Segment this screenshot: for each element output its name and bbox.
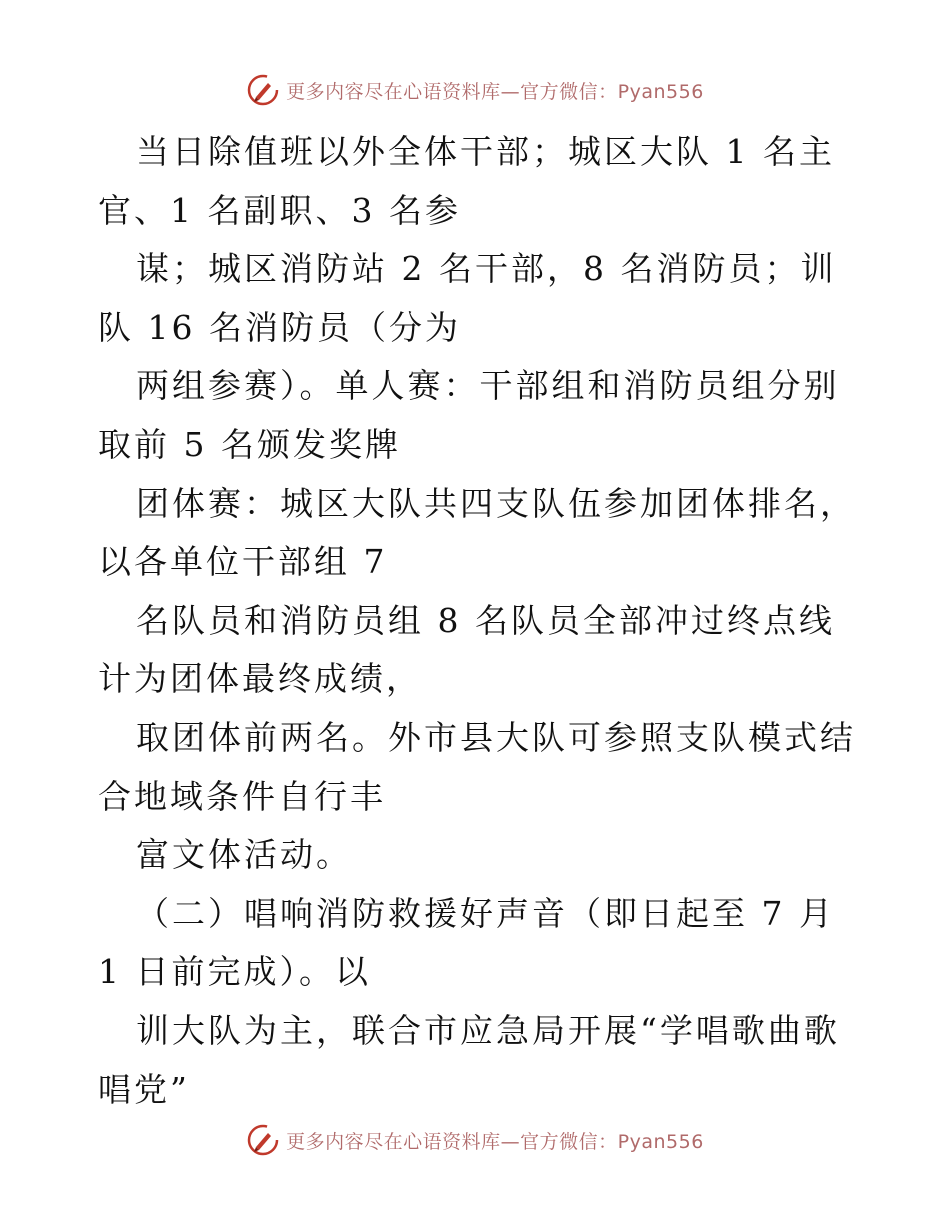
header-banner (0, 70, 950, 110)
paragraph-6: 取团体前两名。外市县大队可参照支队模式结合地域条件自行丰 (98, 717, 856, 816)
header-banner-text: 更多内容尽在心语资料库—官方微信：Pyan556 (286, 80, 704, 103)
paragraph-7: 富文体活动。 (136, 835, 352, 875)
paragraph-2: 谋；城区消防站 2 名干部，8 名消防员；训队 16 名消防员（分为 (98, 249, 837, 347)
paragraph-1: 当日除值班以外全体干部；城区大队 1 名主官、1 名副职、3 名参 (98, 132, 835, 230)
footer-banner-text: 更多内容尽在心语资料库—官方微信：Pyan556 (286, 1130, 704, 1153)
pen-swirl-logo-icon (246, 1123, 280, 1157)
pen-swirl-logo-icon (246, 73, 280, 107)
paragraph-9: 训大队为主，联合市应急局开展“学唱歌曲歌唱党” (98, 1010, 840, 1109)
paragraph-3: 两组参赛）。单人赛：干部组和消防员组分别取前 5 名颁发奖牌 (98, 366, 840, 464)
paragraph-4: 团体赛：城区大队共四支队伍参加团体排名，以各单位干部组 7 (98, 483, 856, 582)
footer-banner (0, 1120, 950, 1160)
paragraph-5: 名队员和消防员组 8 名队员全部冲过终点线计为团体最终成绩， (98, 600, 835, 699)
paragraph-8: （二）唱响消防救援好声音（即日起至 7 月 1 日前完成）。以 (98, 893, 849, 992)
document-body (98, 123, 858, 1119)
